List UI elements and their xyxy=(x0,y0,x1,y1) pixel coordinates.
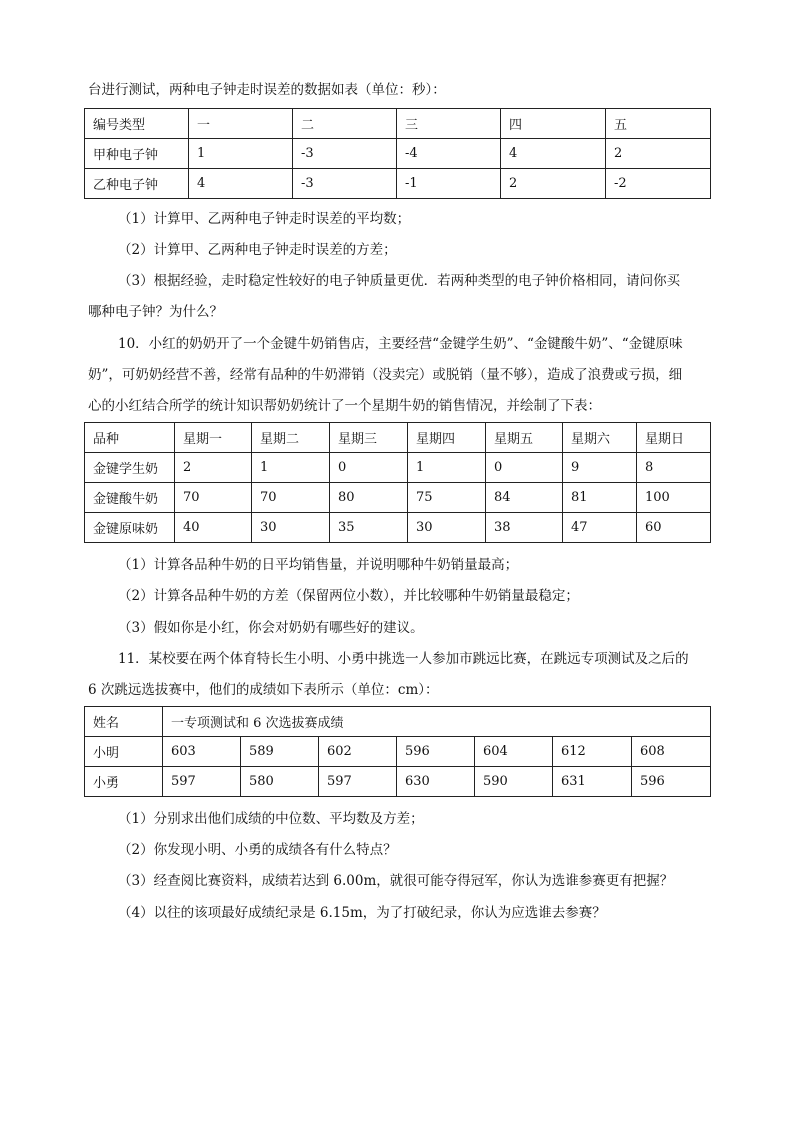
table-cell: 630 xyxy=(397,767,475,797)
q11-part4: （4）以往的该项最好成绩纪录是 6.15m，为了打破纪录，你认为应选谁去参赛？ xyxy=(118,905,606,921)
table-cell: 2 xyxy=(501,169,606,199)
header-cell: 星期五 xyxy=(486,423,563,453)
header-cell: 星期六 xyxy=(563,423,637,453)
row-label: 小勇 xyxy=(85,767,163,797)
table-header-row xyxy=(85,109,711,139)
table-row xyxy=(85,453,711,483)
intro-line: 台进行测试，两种电子钟走时误差的数据如表（单位：秒）： xyxy=(88,82,446,98)
table-cell: 590 xyxy=(475,767,553,797)
q10-part2: （2）计算各品种牛奶的方差（保留两位小数），并比较哪种牛奶销量最稳定； xyxy=(118,588,579,604)
table-cell: 100 xyxy=(637,483,711,513)
header-cell: 星期一 xyxy=(175,423,252,453)
q10-part1: （1）计算各品种牛奶的日平均销售量，并说明哪种牛奶销量最高； xyxy=(118,557,519,573)
table-cell: -3 xyxy=(293,169,397,199)
row-label: 金键酸牛奶 xyxy=(85,483,175,513)
table-cell: -4 xyxy=(397,139,501,169)
table-cell: 580 xyxy=(241,767,319,797)
table-cell: 8 xyxy=(637,453,711,483)
q10-stem-line2: 奶”，可奶奶经营不善，经常有品种的牛奶滞销（没卖完）或脱销（量不够），造成了浪费或亏损，细 xyxy=(88,367,683,383)
table-cell: 70 xyxy=(252,483,330,513)
table-milk-sales xyxy=(84,422,711,543)
header-cell: 二 xyxy=(293,109,397,139)
header-span-cell: 一专项测试和 6 次选拔赛成绩 xyxy=(163,707,711,737)
q9-part1: （1）计算甲、乙两种电子钟走时误差的平均数； xyxy=(118,211,411,227)
table-cell: 4 xyxy=(189,169,293,199)
table-cell: 60 xyxy=(637,513,711,543)
table-cell: -3 xyxy=(293,139,397,169)
row-label: 金键学生奶 xyxy=(85,453,175,483)
table-cell: 602 xyxy=(319,737,397,767)
table-cell: 597 xyxy=(163,767,241,797)
table-header-row xyxy=(85,423,711,453)
table-cell: 604 xyxy=(475,737,553,767)
table-cell: 81 xyxy=(563,483,637,513)
q10-part3: （3）假如你是小红，你会对奶奶有哪些好的建议。 xyxy=(118,620,424,636)
header-cell: 三 xyxy=(397,109,501,139)
row-label: 甲种电子钟 xyxy=(85,139,189,169)
table-cell: 1 xyxy=(408,453,486,483)
header-cell: 星期二 xyxy=(252,423,330,453)
table-cell: 596 xyxy=(397,737,475,767)
q9-part3-cont: 哪种电子钟？为什么？ xyxy=(88,304,223,320)
table-cell: 589 xyxy=(241,737,319,767)
q11-stem-line1: 11．某校要在两个体育特长生小明、小勇中挑选一人参加市跳远比赛，在跳远专项测试及之后的 xyxy=(118,651,689,667)
header-cell: 编号类型 xyxy=(85,109,189,139)
table-header-row xyxy=(85,707,711,737)
table-cell: 70 xyxy=(175,483,252,513)
table-cell: -2 xyxy=(606,169,711,199)
table-cell: 603 xyxy=(163,737,241,767)
header-cell: 星期日 xyxy=(637,423,711,453)
table-cell: 597 xyxy=(319,767,397,797)
table-cell: 80 xyxy=(330,483,408,513)
table-cell: 631 xyxy=(553,767,632,797)
table-cell: 1 xyxy=(189,139,293,169)
q11-part2: （2）你发现小明、小勇的成绩各有什么特点？ xyxy=(118,842,397,858)
table-cell: 608 xyxy=(632,737,711,767)
table-cell: 35 xyxy=(330,513,408,543)
table-cell: 1 xyxy=(252,453,330,483)
table-clock-errors xyxy=(84,108,711,199)
q9-part3: （3）根据经验，走时稳定性较好的电子钟质量更优．若两种类型的电子钟价格相同，请问你买 xyxy=(118,273,681,289)
header-cell: 一 xyxy=(189,109,293,139)
table-cell: 4 xyxy=(501,139,606,169)
table-cell: 47 xyxy=(563,513,637,543)
table-cell: 38 xyxy=(486,513,563,543)
q9-part2: （2）计算甲、乙两种电子钟走时误差的方差； xyxy=(118,242,397,258)
header-cell: 四 xyxy=(501,109,606,139)
table-cell: 30 xyxy=(252,513,330,543)
header-cell: 星期三 xyxy=(330,423,408,453)
header-cell: 五 xyxy=(606,109,711,139)
header-cell: 星期四 xyxy=(408,423,486,453)
table-row xyxy=(85,513,711,543)
row-label: 小明 xyxy=(85,737,163,767)
table-long-jump-scores xyxy=(84,706,711,797)
table-cell: 75 xyxy=(408,483,486,513)
table-cell: 40 xyxy=(175,513,252,543)
header-cell: 姓名 xyxy=(85,707,163,737)
table-cell: 30 xyxy=(408,513,486,543)
q10-stem-line3: 心的小红结合所学的统计知识帮奶奶统计了一个星期牛奶的销售情况，并绘制了下表： xyxy=(88,398,601,414)
table-cell: -1 xyxy=(397,169,501,199)
table-row xyxy=(85,767,711,797)
table-row xyxy=(85,169,711,199)
header-cell: 品种 xyxy=(85,423,175,453)
q10-stem-line1: 10．小红的奶奶开了一个金键牛奶销售店，主要经营“金键学生奶”、“金键酸牛奶”、“金键原味 xyxy=(118,336,683,352)
q11-stem-line2: 6 次跳远选拔赛中，他们的成绩如下表所示（单位：cm）： xyxy=(88,682,439,698)
table-cell: 596 xyxy=(632,767,711,797)
table-cell: 9 xyxy=(563,453,637,483)
table-row xyxy=(85,483,711,513)
table-row xyxy=(85,139,711,169)
table-cell: 2 xyxy=(606,139,711,169)
table-cell: 2 xyxy=(175,453,252,483)
row-label: 乙种电子钟 xyxy=(85,169,189,199)
table-cell: 612 xyxy=(553,737,632,767)
table-cell: 0 xyxy=(330,453,408,483)
q11-part3: （3）经查阅比赛资料，成绩若达到 6.00m，就很可能夺得冠军，你认为选谁参赛更有把握？ xyxy=(118,873,674,889)
table-cell: 84 xyxy=(486,483,563,513)
row-label: 金键原味奶 xyxy=(85,513,175,543)
q11-part1: （1）分别求出他们成绩的中位数、平均数及方差； xyxy=(118,811,424,827)
table-cell: 0 xyxy=(486,453,563,483)
table-row xyxy=(85,737,711,767)
